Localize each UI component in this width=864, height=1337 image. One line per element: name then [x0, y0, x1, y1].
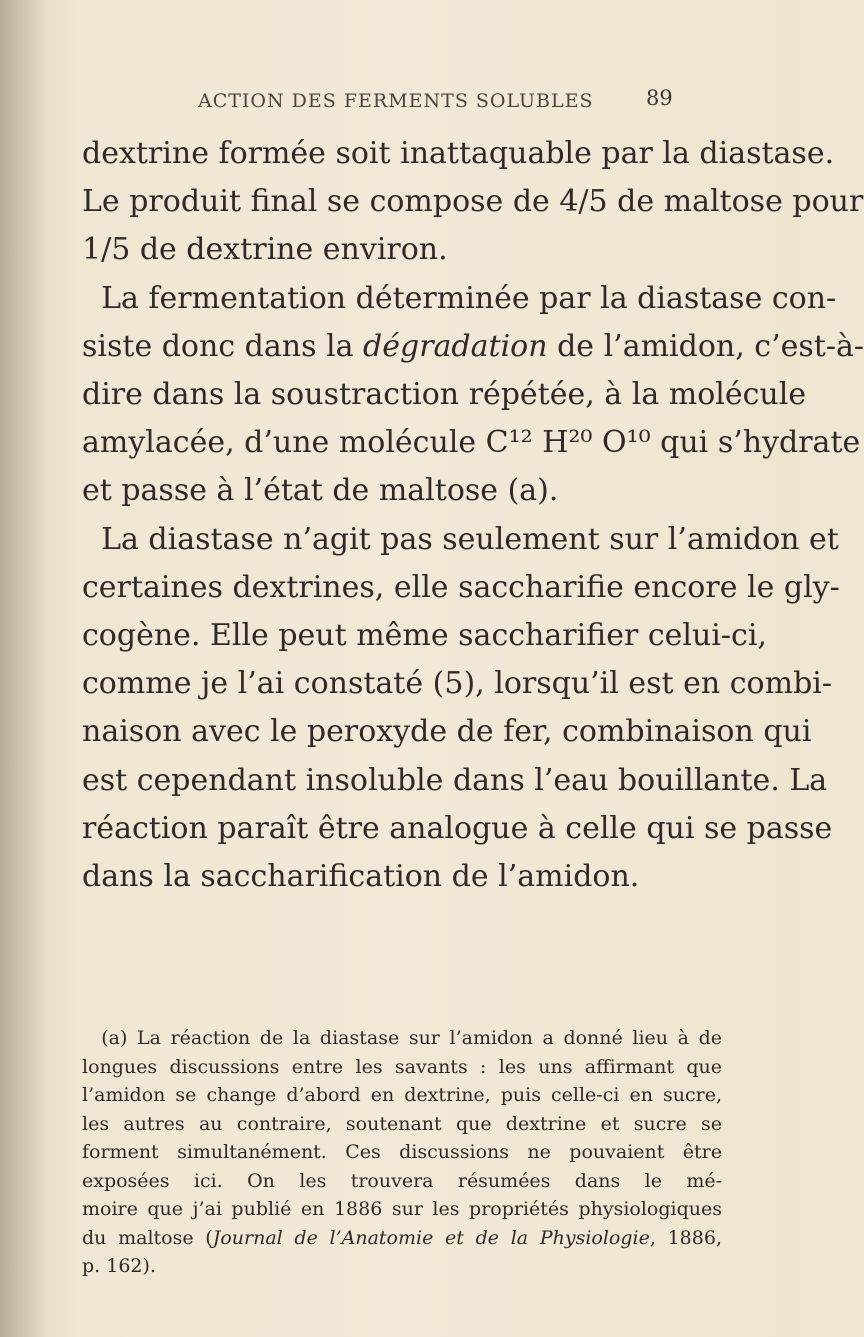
text-fragment: (a) La réaction de la diastase sur l’amidon a donné lieu à de: [101, 1027, 722, 1049]
text-fragment: La fermentation déterminée par la diastase con-: [101, 280, 837, 316]
text-line: comme je l’ai constaté (5), lorsqu’il est en combi-: [82, 666, 832, 702]
text-line: [82, 516, 839, 564]
text-line: est cependant insoluble dans l’eau bouillante. La: [82, 762, 828, 798]
footnote-line: exposées ici. On les trouvera résumées dans le mé-: [82, 1169, 722, 1192]
running-head: ACTION DES FERMENTS SOLUBLES: [198, 90, 594, 112]
footnote-line: l’amidon se change d’abord en dextrine, puis celle-ci en sucre,: [82, 1084, 722, 1106]
text-fragment: du maltose (: [82, 1226, 213, 1249]
text-line: [82, 323, 864, 371]
text-line: cogène. Elle peut même saccharifier celui-ci,: [82, 618, 767, 654]
footnote: [82, 1024, 722, 1281]
text-line: dire dans la soustraction répétée, à la molécule: [82, 377, 807, 413]
page-edge-shadow: [0, 0, 48, 1337]
journal-title: Journal de l’Anatomie et de la Physiologie: [212, 1226, 650, 1249]
footnote-line: les autres au contraire, soutenant que dextrine et sucre se: [82, 1112, 722, 1135]
page-header: [0, 82, 800, 112]
text-line: Le produit final se compose de 4/5 de maltose pour: [82, 184, 864, 220]
text-line: [82, 275, 837, 323]
page-number: 89: [646, 86, 673, 110]
footnote-line: forment simultanément. Ces discussions ne pouvaient être: [82, 1141, 722, 1163]
footnote-line: longues discussions entre les savants : les uns affirmant que: [82, 1055, 722, 1078]
footnote-line: [82, 1024, 722, 1053]
text-fragment: , 1886,: [649, 1226, 722, 1249]
text-fragment: La diastase n’agit pas seulement sur l’amidon et: [101, 521, 839, 557]
text-line: et passe à l’état de maltose (a).: [82, 473, 559, 509]
text-line: amylacée, d’une molécule C¹² H²⁰ O¹⁰ qui s’hydrate: [82, 425, 861, 461]
italic-term: dégradation: [363, 328, 548, 364]
footnote-line: moire que j’ai publié en 1886 sur les propriétés physiologiques: [82, 1198, 722, 1220]
text-line: dans la saccharification de l’amidon.: [82, 859, 640, 895]
text-line: certaines dextrines, elle saccharifie encore le gly-: [82, 569, 840, 605]
text-line: dextrine formée soit inattaquable par la diastase.: [82, 136, 835, 171]
footnote-line: [82, 1224, 722, 1253]
footnote-line: p. 162).: [82, 1255, 156, 1277]
text-line: naison avec le peroxyde de fer, combinaison qui: [82, 714, 812, 750]
main-text: [82, 130, 864, 901]
text-fragment: siste donc dans la: [82, 328, 354, 364]
text-line: réaction paraît être analogue à celle qui se passe: [82, 810, 833, 846]
text-line: 1/5 de dextrine environ.: [82, 232, 448, 268]
text-fragment: de l’amidon, c’est-à-: [557, 328, 864, 364]
